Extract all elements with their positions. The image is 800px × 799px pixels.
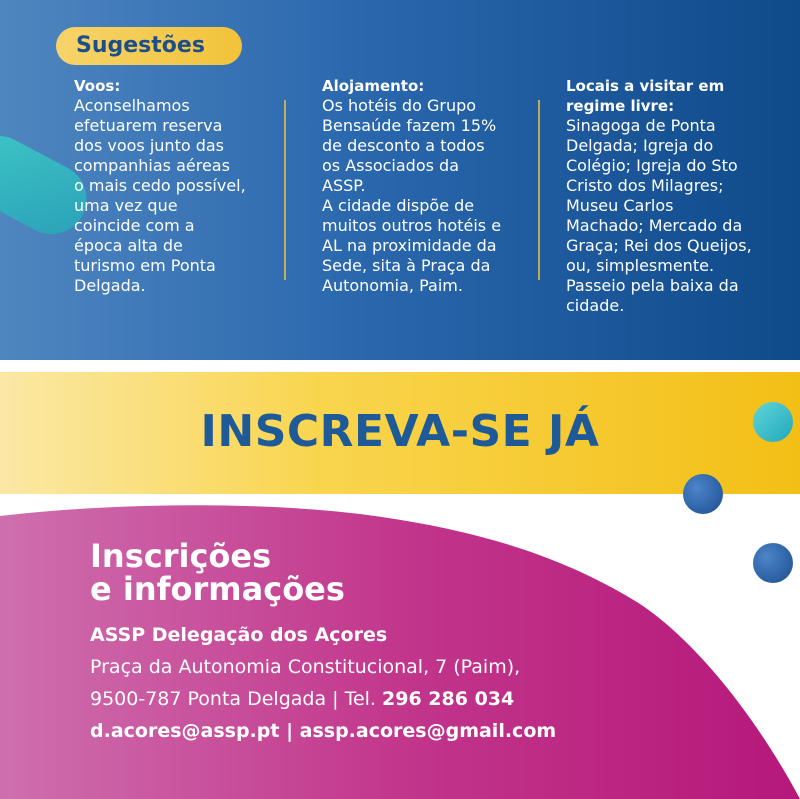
lodging-text: Os hotéis do Grupo Bensaúde fazem 15% de desconto a todos os Associados da ASSP. A cidade dispõe de muitos outros hotéis e AL na proximidade da Sede, sita à Praça da Autonomia, Paim. xyxy=(322,96,502,295)
lodging-column xyxy=(322,76,532,296)
organization-name: ASSP Delegação dos Açores xyxy=(90,624,388,646)
contact-title-line: Inscrições xyxy=(90,537,272,575)
places-column xyxy=(566,76,776,316)
phone-number[interactable]: 296 286 034 xyxy=(382,688,515,710)
column-divider xyxy=(284,100,286,280)
contact-title-line: e informações xyxy=(90,570,345,608)
address-line: Praça da Autonomia Constitucional, 7 (Paim), xyxy=(90,656,521,678)
flights-heading: Voos: xyxy=(74,77,121,95)
flights-text: Aconselhamos efetuarem reserva dos voos junto das companhias aéreas o mais cedo possível, uma vez que coincide com a época alta de turismo em Ponta Delgada. xyxy=(74,96,246,295)
blue-dot-decoration xyxy=(753,543,793,583)
contact-title xyxy=(90,537,345,608)
flights-column xyxy=(74,76,274,296)
column-divider xyxy=(538,100,540,280)
email-links[interactable]: d.acores@assp.pt | assp.acores@gmail.com xyxy=(90,720,557,742)
blue-dot-decoration xyxy=(683,474,723,514)
cta-heading[interactable]: INSCREVA-SE JÁ xyxy=(200,406,600,457)
city-phone-label: 9500-787 Ponta Delgada | Tel. xyxy=(90,688,383,710)
suggestions-badge: Sugestões xyxy=(56,27,242,65)
teal-dot-decoration xyxy=(753,402,793,442)
city-phone-line xyxy=(90,688,514,710)
places-text: Sinagoga de Ponta Delgada; Igreja do Colégio; Igreja do Sto Cristo dos Milagres; Museu Carlos Machado; Mercado da Graça; Rei dos Queijos, ou, simplesmente. Passeio pela baixa da cidade. xyxy=(566,116,752,315)
lodging-heading: Alojamento: xyxy=(322,77,425,95)
places-heading: Locais a visitar em regime livre: xyxy=(566,77,725,115)
